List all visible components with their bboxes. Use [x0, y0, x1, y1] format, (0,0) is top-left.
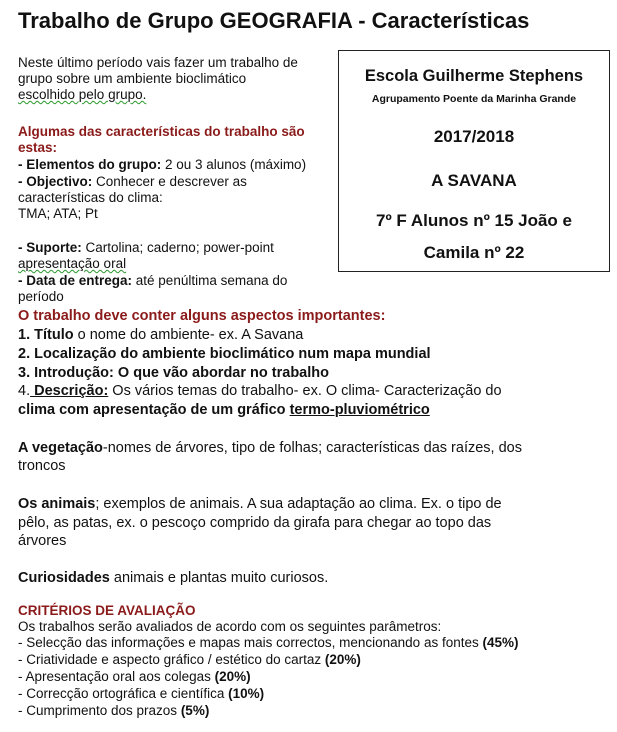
item4-num: 4. [18, 383, 31, 399]
item4-line2a: clima com apresentação de um gráfico [18, 402, 290, 418]
school-name: Escola Guilherme Stephens [364, 67, 584, 85]
criteria-item-pct: (20%) [324, 652, 361, 667]
item4-text: Os vários temas do trabalho- ex. O clima- Caracterização do [108, 383, 502, 399]
item1-num: 1. [18, 327, 31, 343]
criteria-item-text: - Selecção das informações e mapas mais correctos, mencionando as fontes [18, 635, 483, 650]
entrega-line-2: período [18, 289, 64, 304]
objectivo-line [18, 174, 247, 190]
entrega-label: - Data de entrega: [18, 273, 133, 288]
intro-line-2: grupo sobre um ambiente bioclimático [18, 71, 247, 86]
elementos-label: - Elementos do grupo: [18, 157, 162, 172]
animais-line-1 [18, 495, 502, 513]
suporte-value-2: apresentação oral [18, 256, 127, 271]
intro-line-3 [18, 87, 146, 103]
page-title: Trabalho de Grupo GEOGRAFIA - Características [18, 8, 530, 33]
aspect-item-3 [18, 364, 329, 382]
vegetacao-line-2: troncos [18, 458, 66, 474]
elementos-line [18, 157, 306, 173]
objectivo-label: - Objectivo: [18, 174, 93, 189]
item4-label: Descrição: [30, 383, 109, 399]
criteria-item-pct: (20%) [214, 669, 251, 684]
criteria-item-text: - Correcção ortográfica e científica [18, 686, 229, 701]
school-year: 2017/2018 [433, 127, 515, 146]
aspect-item-4-line-2 [18, 401, 430, 419]
characteristics-heading-1: Algumas das características do trabalho são [18, 124, 305, 139]
criteria-item [18, 686, 264, 702]
school-info-box [338, 50, 610, 272]
item3-text: O que vão abordar no trabalho [113, 365, 329, 381]
criteria-item [18, 703, 209, 719]
climate-parameters: TMA; ATA; Pt [18, 206, 98, 221]
criteria-heading: CRITÉRIOS DE AVALIAÇÃO [18, 603, 196, 618]
aspects-heading: O trabalho deve conter alguns aspectos importantes: [18, 308, 386, 324]
vegetacao-label: A vegetação [18, 440, 103, 456]
vegetacao-line-1 [18, 439, 522, 457]
curiosidades-label: Curiosidades [18, 570, 110, 586]
aspect-item-2: 2. Localização do ambiente bioclimático num mapa mundial [18, 346, 431, 362]
criteria-item-pct: (45%) [482, 635, 519, 650]
item1-text: o nome do ambiente- ex. A Savana [73, 327, 304, 343]
animais-line-3: árvores [18, 533, 67, 549]
criteria-item-text: - Cumprimento dos prazos [18, 703, 181, 718]
item4-line2b: termo-pluviométrico [289, 402, 430, 418]
topic: A SAVANA [431, 171, 517, 190]
students-line-1: 7º F Alunos nº 15 João e [376, 211, 572, 230]
curiosidades-text: animais e plantas muito curiosos. [109, 570, 329, 586]
animais-line-2: pêlo, as patas, ex. o pescoço comprido da girafa para chegar ao topo das [18, 515, 492, 531]
aspect-item-4 [18, 382, 502, 400]
animais-text: ; exemplos de animais. A sua adaptação ao clima. Ex. o tipo de [95, 496, 502, 512]
item1-label: Título [30, 327, 74, 343]
criteria-intro: Os trabalhos serão avaliados de acordo com os seguintes parâmetros: [18, 619, 442, 634]
criteria-item-pct: (5%) [180, 703, 210, 718]
criteria-item [18, 669, 251, 685]
elementos-value: 2 ou 3 alunos (máximo) [161, 157, 307, 172]
criteria-item [18, 635, 519, 651]
item3-label: 3. Introdução: [18, 365, 114, 381]
suporte-value: Cartolina; caderno; power-point [81, 240, 274, 255]
students-line-2: Camila nº 22 [423, 243, 525, 262]
criteria-item [18, 652, 361, 668]
intro-line-3-text: escolhido pelo grupo. [18, 87, 147, 102]
suporte-line [18, 240, 274, 256]
school-group: Agrupamento Poente da Marinha Grande [371, 93, 577, 105]
curiosidades-line [18, 569, 328, 587]
suporte-line-2 [18, 256, 126, 272]
animais-label: Os animais [18, 496, 96, 512]
aspect-item-1 [18, 326, 303, 344]
entrega-line [18, 273, 287, 289]
criteria-item-text: - Criatividade e aspecto gráfico / estético do cartaz [18, 652, 325, 667]
characteristics-heading-2: estas: [18, 140, 58, 155]
entrega-value: até penúltima semana do [132, 273, 288, 288]
intro-line-1: Neste último período vais fazer um trabalho de [18, 55, 298, 70]
objectivo-line-2: características do clima: [18, 190, 163, 205]
suporte-label: - Suporte: [18, 240, 82, 255]
criteria-item-text: - Apresentação oral aos colegas [18, 669, 215, 684]
vegetacao-text: -nomes de árvores, tipo de folhas; características das raízes, dos [102, 440, 522, 456]
criteria-item-pct: (10%) [228, 686, 265, 701]
objectivo-value: Conhecer e descrever as [92, 174, 247, 189]
